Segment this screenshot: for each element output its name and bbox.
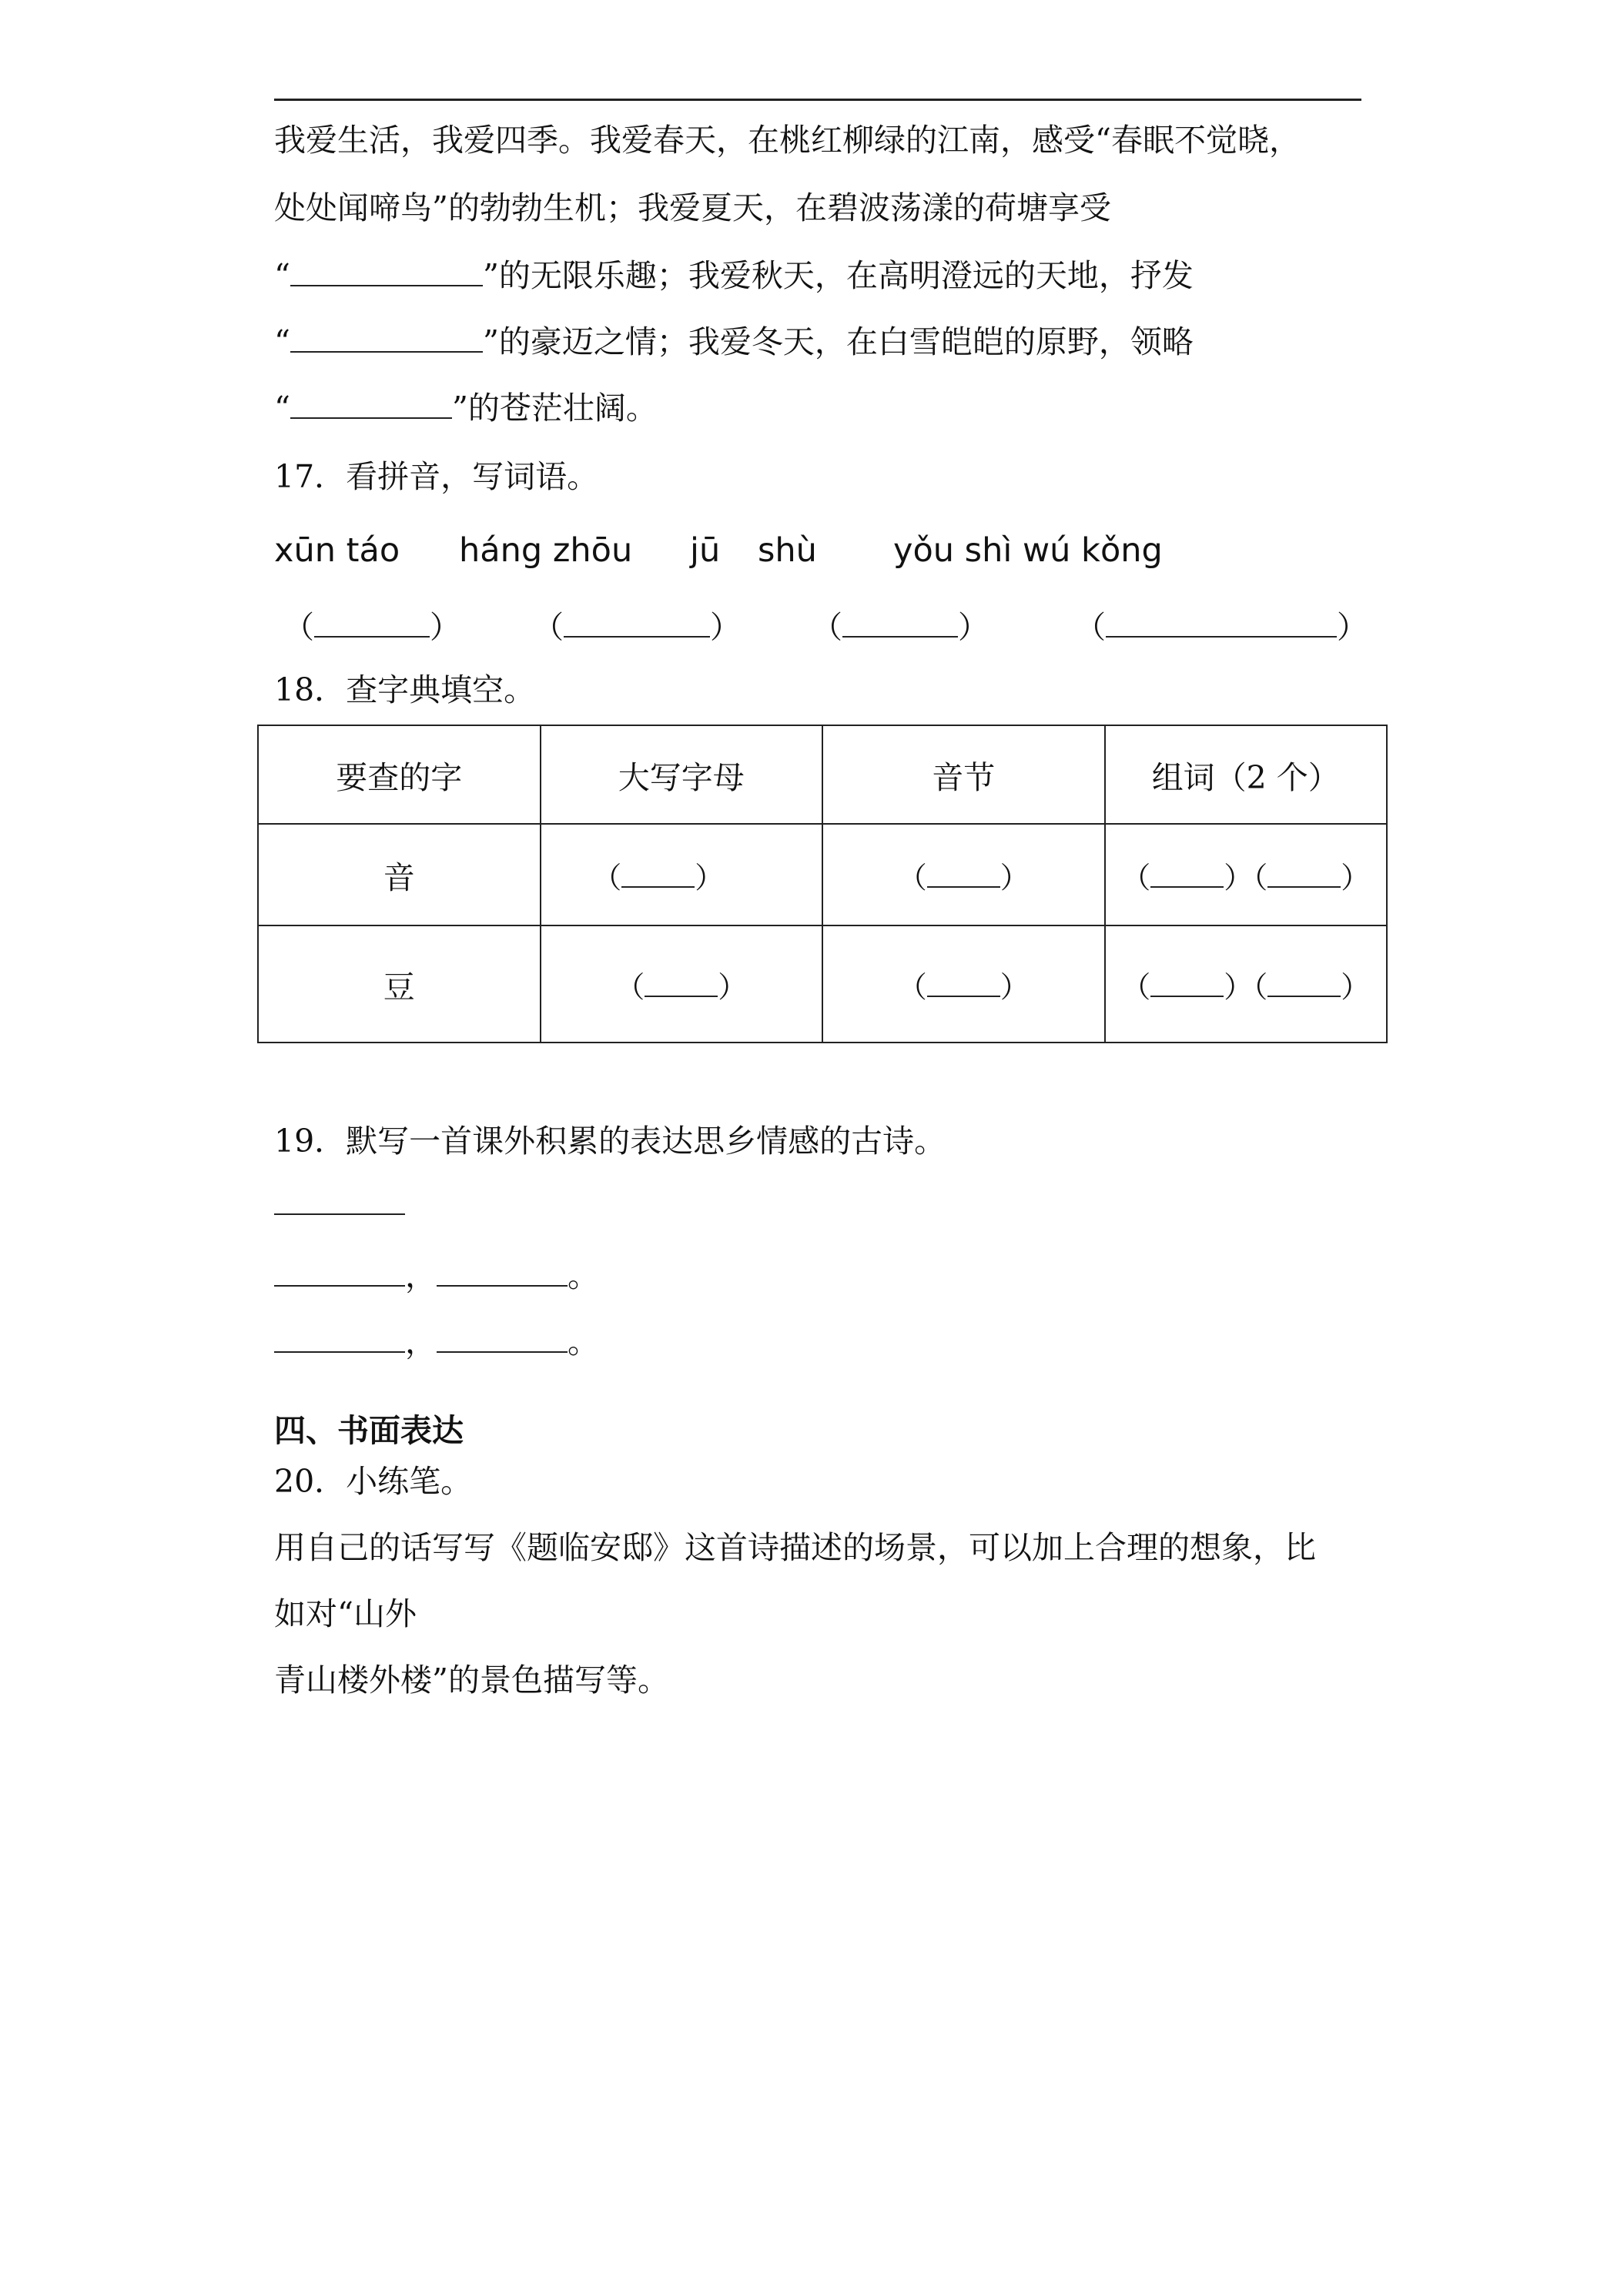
answer-blank[interactable] [1267, 972, 1341, 997]
answer-blank[interactable] [437, 1259, 568, 1287]
pinyin-1: xūn táo [274, 531, 400, 570]
q17-title: 17．看拼音，写词语。 [274, 458, 599, 495]
q17-answer-1: （ ） [283, 610, 460, 645]
answer-blank[interactable] [621, 863, 695, 888]
char-cell: 音 [258, 824, 541, 925]
q20-line-1: 用自己的话写写《题临安邸》这首诗描述的场景，可以加上合理的想象，比 [274, 1529, 1316, 1566]
quote-open: “ [274, 390, 290, 427]
answer-blank-winter[interactable] [290, 390, 452, 419]
passage-line-1: 我爱生活，我爱四季。我爱春天，在桃红柳绿的江南，感受“春眠不觉晓， [274, 122, 1301, 159]
passage-line-3 [274, 253, 1194, 299]
passage-line-3-text: ”的无限乐趣；我爱秋天，在高明澄远的天地，抒发 [482, 257, 1194, 294]
poem-line-1: ， 。 [274, 1250, 599, 1297]
answer-blank[interactable] [1150, 972, 1224, 997]
syllable-cell: （ ） [822, 925, 1105, 1043]
answer-blank[interactable] [927, 863, 1000, 888]
answer-blank-summer[interactable] [290, 257, 483, 286]
answer-blank[interactable] [1267, 863, 1341, 888]
passage-line-4 [274, 319, 1194, 365]
table-header-row [258, 725, 1387, 824]
header-cell: 音节 [822, 725, 1105, 824]
pinyin-3: jū [690, 531, 721, 570]
q18-title: 18．查字典填空。 [274, 671, 536, 708]
q20-line-2: 如对“山外 [274, 1595, 417, 1632]
header-cell: 大写字母 [541, 725, 823, 824]
passage-line-5 [274, 385, 658, 431]
answer-blank[interactable] [1150, 863, 1224, 888]
answer-blank[interactable] [274, 1187, 405, 1215]
table-row [258, 925, 1387, 1043]
answer-blank[interactable] [1106, 610, 1337, 638]
quote-open: “ [274, 323, 290, 360]
header-rule [274, 99, 1361, 101]
header-cell: 组词（2 个） [1105, 725, 1388, 824]
words-cell: （ ）（ ） [1105, 824, 1388, 925]
answer-blank[interactable] [314, 610, 430, 638]
header-cell: 要查的字 [258, 725, 541, 824]
answer-blank[interactable] [274, 1259, 405, 1287]
passage-line-4-text: ”的豪迈之情；我爱冬天，在白雪皑皑的原野，领略 [482, 323, 1194, 360]
q17-answer-2: （ ） [533, 610, 741, 645]
words-cell: （ ）（ ） [1105, 925, 1388, 1043]
char-cell: 豆 [258, 925, 541, 1043]
answer-blank[interactable] [564, 610, 710, 638]
quote-open: “ [274, 257, 290, 294]
answer-blank[interactable] [274, 1325, 405, 1353]
poem-title-line [274, 1186, 405, 1232]
q17-answer-3: （ ） [812, 610, 989, 645]
letter-cell: （ ） [541, 925, 823, 1043]
answer-blank[interactable] [645, 972, 718, 997]
answer-blank[interactable] [927, 972, 1000, 997]
poem-line-2: ， 。 [274, 1317, 599, 1363]
letter-cell: （ ） [541, 824, 823, 925]
dictionary-table [257, 725, 1388, 1043]
q17-answer-4: （ ） [1075, 610, 1368, 645]
section-title: 四、书面表达 [274, 1412, 464, 1449]
q19-title: 19．默写一首课外积累的表达思乡情感的古诗。 [274, 1123, 946, 1160]
answer-blank[interactable] [842, 610, 958, 638]
pinyin-5: yǒu shì wú kǒng [893, 531, 1163, 570]
passage-line-2: 处处闻啼鸟”的勃勃生机；我爱夏天，在碧波荡漾的荷塘享受 [274, 189, 1111, 226]
answer-blank[interactable] [437, 1325, 568, 1353]
pinyin-4: shù [758, 531, 817, 570]
table-row [258, 824, 1387, 925]
passage-line-5-text: ”的苍茫壮阔。 [451, 390, 658, 427]
pinyin-2: háng zhōu [459, 531, 633, 570]
answer-blank-autumn[interactable] [290, 323, 483, 353]
syllable-cell: （ ） [822, 824, 1105, 925]
q20-line-3: 青山楼外楼”的景色描写等。 [274, 1662, 669, 1699]
q20-title: 20．小练笔。 [274, 1463, 473, 1500]
